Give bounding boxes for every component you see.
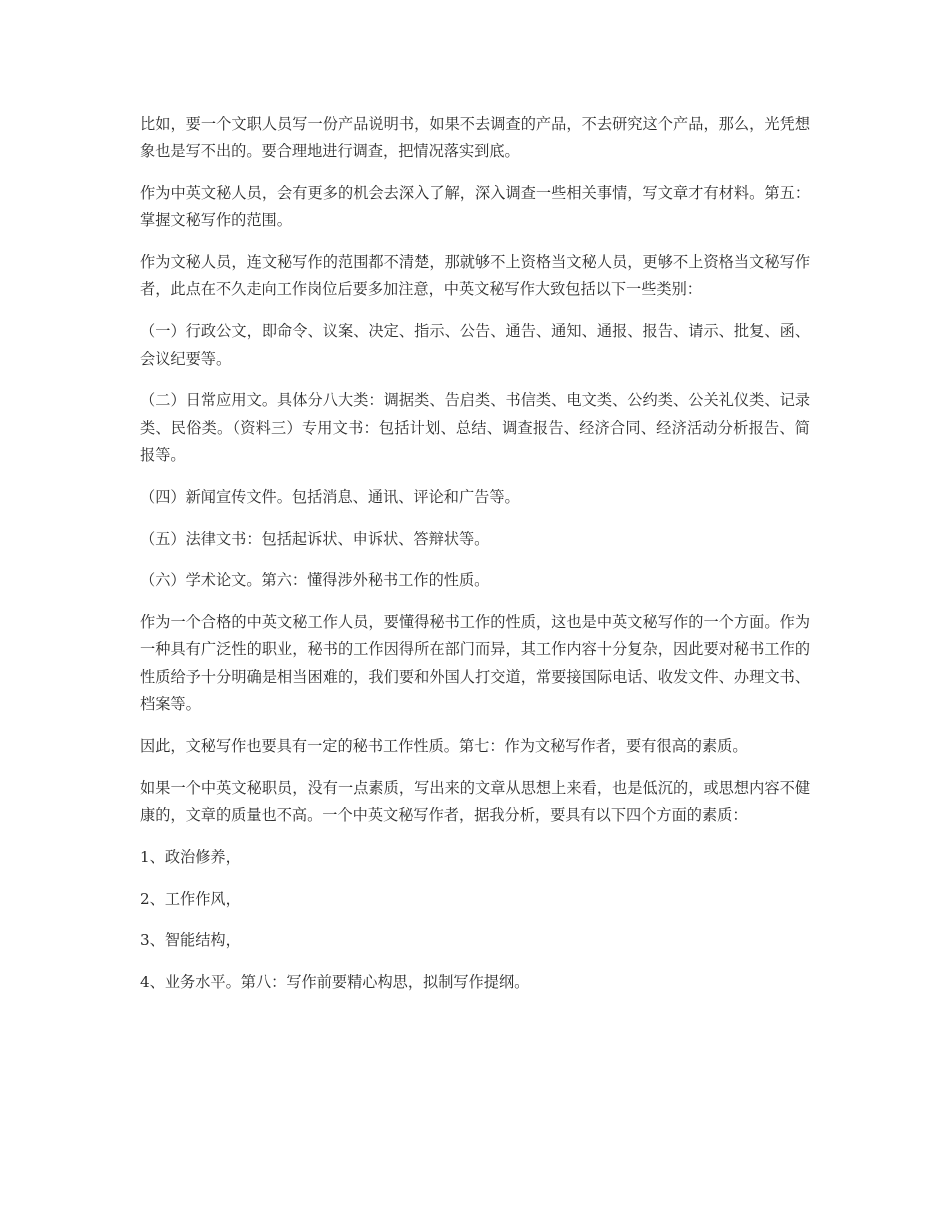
paragraph-category-6: （六）学术论文。第六：懂得涉外秘书工作的性质。 (140, 571, 490, 590)
list-item-business-level: 4、业务水平。第八：写作前要精心构思，拟制写作提纲。 (140, 973, 530, 992)
paragraph-category-4: （四）新闻宣传文件。包括消息、通讯、评论和广告等。 (140, 487, 520, 506)
list-item-political: 1、政治修养， (140, 847, 241, 866)
paragraph-category-1: （一）行政公文，即命令、议案、决定、指示、公告、通告、通知、通报、报告、请示、批复、函、会议纪要等。 (140, 322, 810, 368)
paragraph-quality-requirement: 因此，文秘写作也要具有一定的秘书工作性质。第七：作为文秘写作者，要有很高的素质。 (140, 736, 748, 755)
paragraph-secretary-nature: 作为一个合格的中英文秘工作人员，要懂得秘书工作的性质，这也是中英文秘写作的一个方面。作为一种具有广泛性的职业，秘书的工作因得所在部门而异，其工作内容十分复杂，因此要对秘书工作的性质给予十分明确是相当困难的，我们要和外国人打交道，常要接国际电话、收发文件、办理文书、档案等。 (140, 613, 810, 714)
paragraph-investigation: 作为中英文秘人员，会有更多的机会去深入了解，深入调查一些相关事情，写文章才有材料。第五：掌握文秘写作的范围。 (140, 184, 810, 230)
paragraph-writing-scope: 作为文秘人员，连文秘写作的范围都不清楚，那就够不上资格当文秘人员，更够不上资格当文秘写作者，此点在不久走向工作岗位后要多加注意，中英文秘写作大致包括以下一些类别： (140, 253, 810, 299)
paragraph-four-qualities: 如果一个中英文秘职员，没有一点素质，写出来的文章从思想上来看，也是低沉的，或思想内容不健康的，文章的质量也不高。一个中英文秘写作者，据我分析，要具有以下四个方面的素质： (140, 778, 810, 824)
paragraph-product-manual-example: 比如，要一个文职人员写一份产品说明书，如果不去调查的产品，不去研究这个产品，那么，光凭想象也是写不出的。要合理地进行调查，把情况落实到底。 (140, 115, 810, 161)
list-item-work-style: 2、工作作风， (140, 889, 241, 908)
list-item-intellect: 3、智能结构， (140, 931, 241, 950)
paragraph-category-5: （五）法律文书：包括起诉状、申诉状、答辩状等。 (140, 529, 490, 548)
document-page (140, 111, 810, 1011)
paragraph-category-2: （二）日常应用文。具体分八大类：调据类、告启类、书信类、电文类、公约类、公关礼仪类、记录类、民俗类。（资料三）专用文书：包括计划、总结、调查报告、经济合同、经济活动分析报告、简报等。 (140, 391, 810, 464)
